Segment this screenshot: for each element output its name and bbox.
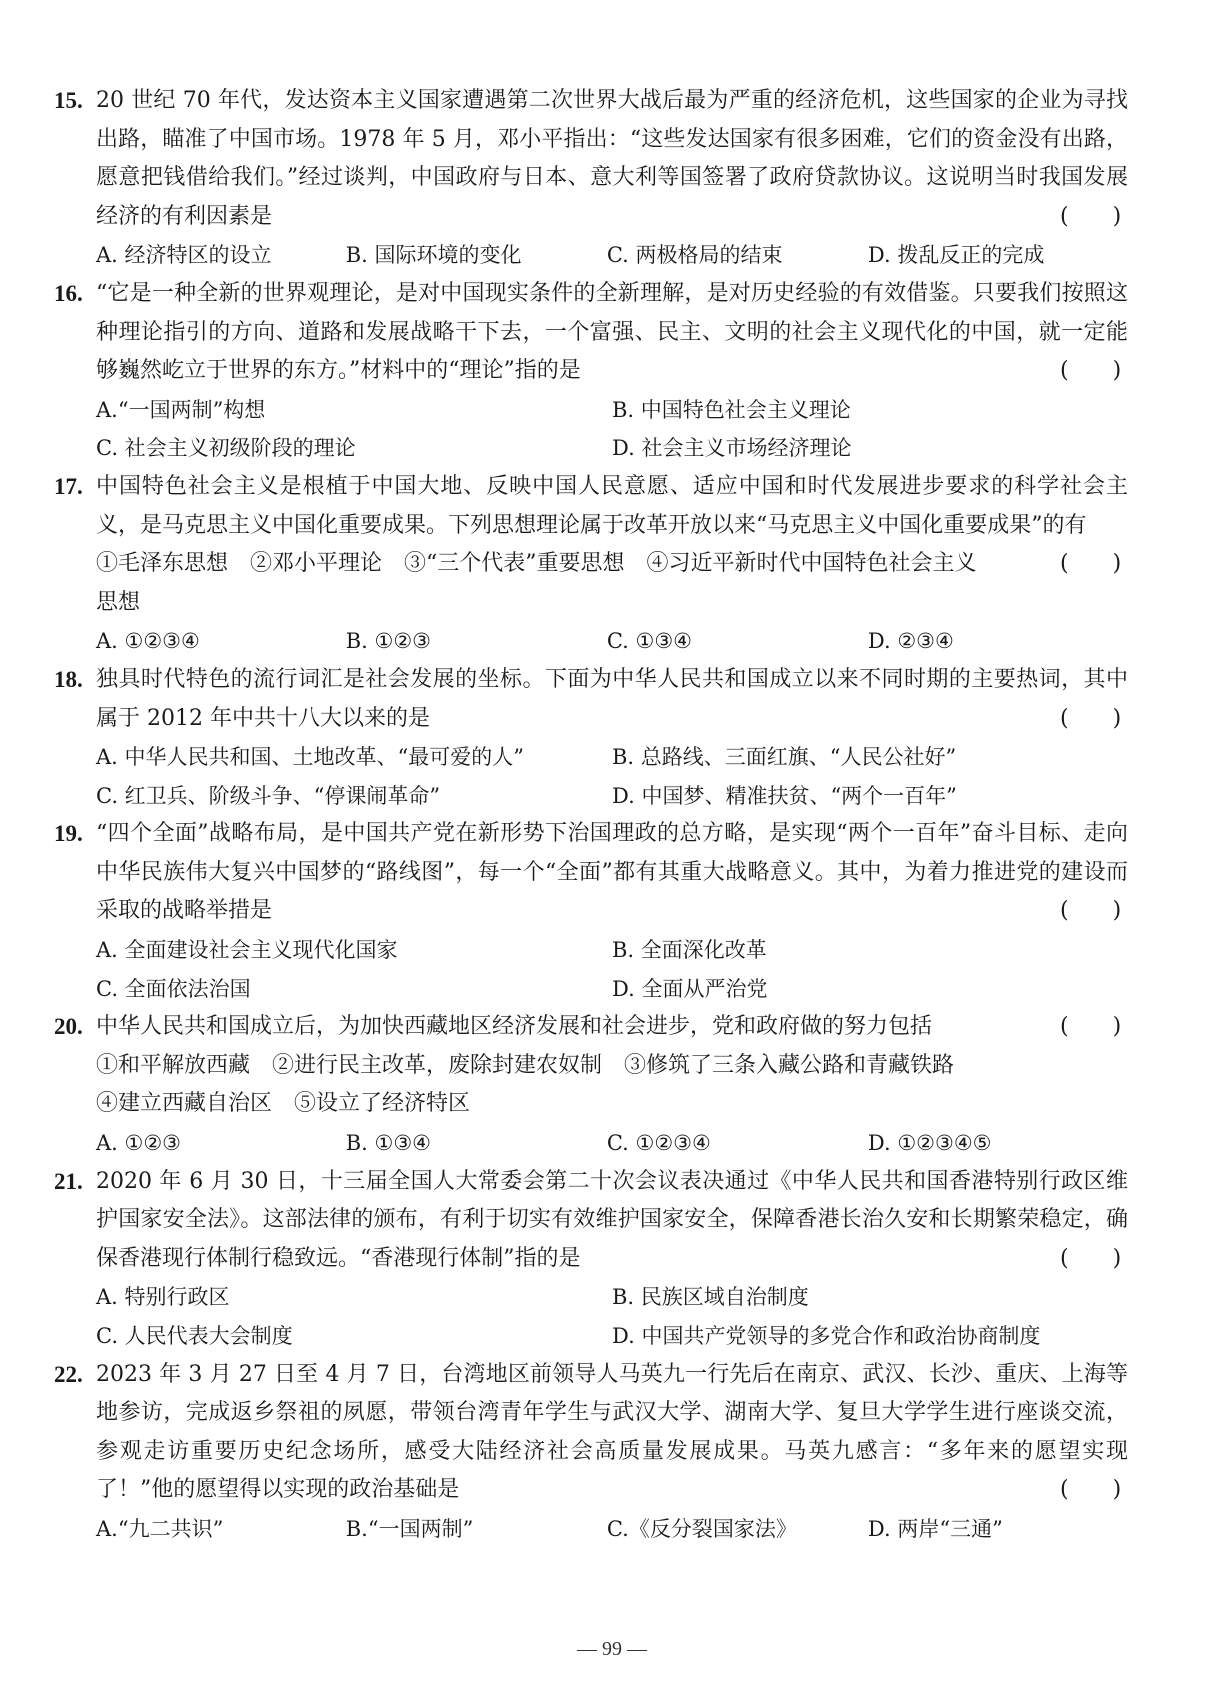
question-number: 21. [54,1168,83,1194]
answer-blank[interactable]: ( ) [1060,1014,1122,1040]
option-d[interactable]: D. 拨乱反正的完成 [867,243,1045,268]
option-b[interactable]: B. 总路线、三面红旗、“人民公社好” [612,745,957,770]
option-d[interactable]: D. 全面从严治党 [612,976,768,1001]
option-a[interactable]: A. 全面建设社会主义现代化国家 [96,938,398,963]
question-stem: “四个全面”战略布局，是中国共产党在新形势下治国理政的总方略，是实现“两个一百年”奋斗目标、走向中华民族伟大复兴中国梦的“路线图”，每一个“全面”都有其重大战略意义。其中，为着力推进党的建设而采取的战略举措是 ( ) [96,815,1128,931]
question-stem: 中华人民共和国成立后，为加快西藏地区经济发展和社会进步，党和政府做的努力包括 ( ) [96,1008,1128,1047]
question-stem: “它是一种全新的世界观理论，是对中国现实条件的全新理解，是对历史经验的有效借鉴。只要我们按照这种理论指引的方向、道路和发展战略干下去，一个富强、民主、文明的社会主义现代化的中国，就一定能够巍然屹立于世界的东方。”材料中的“理论”指的是 ( ) [96,275,1128,391]
option-a[interactable]: A. ①②③ [96,1131,181,1156]
options [96,777,1128,816]
option-a[interactable]: A. 经济特区的设立 [96,243,272,268]
option-b[interactable]: B. 民族区域自治制度 [612,1285,809,1310]
option-c[interactable]: C. ①③④ [606,629,692,654]
answer-blank[interactable]: ( ) [1060,898,1122,924]
option-b[interactable]: B. ①②③ [345,629,431,654]
answer-blank[interactable]: ( ) [1060,551,1122,577]
question-number: 15. [54,88,83,113]
question-number: 19. [54,821,83,847]
question-stem: 2020 年 6 月 30 日，十三届全国人大常委会第二十次会议表决通过《中华人民共和国香港特别行政区维护国家安全法》。这部法律的颁布，有利于切实有效维护国家安全，保障香港长治久安和长期繁荣稳定，确保香港现行体制行稳致远。“香港现行体制”指的是 ( ) [96,1163,1128,1279]
options [96,236,1128,275]
question-number: 17. [54,473,83,499]
option-d[interactable]: D. 两岸“三通” [867,1516,1003,1541]
option-c[interactable]: C.《反分裂国家法》 [606,1516,797,1541]
option-a[interactable]: A.“一国两制”构想 [96,397,266,422]
question-stem: 中国特色社会主义是根植于中国大地、反映中国人民意愿、适应中国和时代发展进步要求的科学社会主义，是马克思主义中国化重要成果。下列思想理论属于改革开放以来“马克思主义中国化重要成果”的有 ( ) [96,468,1128,545]
answer-blank[interactable]: ( ) [1060,358,1122,384]
option-d[interactable]: D. 社会主义市场经济理论 [612,436,852,461]
question-16 [54,275,1128,468]
question-number: 20. [54,1014,83,1040]
option-a[interactable]: A. 特别行政区 [96,1285,230,1310]
option-b[interactable]: B. 中国特色社会主义理论 [612,397,851,422]
question-15 [54,82,1128,275]
options [96,1317,1128,1356]
question-stem: 2023 年 3 月 27 日至 4 月 7 日，台湾地区前领导人马英九一行先后在南京、武汉、长沙、重庆、上海等地参访，完成返乡祭祖的夙愿，带领台湾青年学生与武汉大学、湖南大学、复旦大学学生进行座谈交流，参观走访重要历史纪念场所，感受大陆经济社会高质量发展成果。马英九感言：“多年来的愿望实现了！”他的愿望得以实现的政治基础是 ( ) [96,1356,1128,1510]
question-22 [54,1356,1128,1549]
option-c[interactable]: C. 红卫兵、阶级斗争、“停课闹革命” [96,783,441,808]
options [96,970,1128,1009]
statement-line: ④建立西藏自治区 ⑤设立了经济特区 [96,1091,471,1117]
option-d[interactable]: D. ①②③④⑤ [867,1131,992,1156]
statement-list [96,1047,1128,1124]
page-number: — 99 — [577,1638,647,1660]
options [96,391,1128,430]
option-d[interactable]: D. 中国梦、精准扶贫、“两个一百年” [612,783,957,808]
option-a[interactable]: A. 中华人民共和国、土地改革、“最可爱的人” [96,745,524,770]
question-18 [54,661,1128,815]
option-c[interactable]: C. 全面依法治国 [96,976,251,1001]
statement-line: 思想 [96,589,141,615]
option-c[interactable]: C. ①②③④ [606,1131,711,1156]
options [96,1124,1128,1163]
answer-blank[interactable]: ( ) [1060,1477,1122,1503]
options [96,738,1128,777]
option-d[interactable]: D. ②③④ [867,629,954,654]
answer-blank[interactable]: ( ) [1060,1245,1122,1271]
answer-blank[interactable]: ( ) [1060,705,1122,731]
option-b[interactable]: B. 国际环境的变化 [345,243,522,268]
question-stem: 独具时代特色的流行词汇是社会发展的坐标。下面为中华人民共和国成立以来不同时期的主要热词，其中属于 2012 年中共十八大以来的是 ( ) [96,661,1128,738]
question-stem: 20 世纪 70 年代，发达资本主义国家遭遇第二次世界大战后最为严重的经济危机，这些国家的企业为寻找出路，瞄准了中国市场。1978 年 5 月，邓小平指出：“这些发达国家有很多困难，它们的资金没有出路，愿意把钱借给我们。”经过谈判，中国政府与日本、意大利等国签署了政府贷款协议。这说明当时我国发展经济的有利因素是 ( ) [96,82,1128,236]
option-a[interactable]: A.“九二共识” [96,1516,224,1541]
statement-list [96,545,1128,622]
option-d[interactable]: D. 中国共产党领导的多党合作和政治协商制度 [612,1324,1041,1348]
question-20 [54,1008,1128,1162]
answer-blank[interactable]: ( ) [1060,203,1122,229]
options [96,429,1128,468]
question-number: 16. [54,280,83,306]
options [96,931,1128,970]
option-b[interactable]: B. ①③④ [345,1131,431,1156]
options [96,1510,1128,1549]
option-c[interactable]: C. 社会主义初级阶段的理论 [96,436,356,461]
statement-line: ①毛泽东思想 ②邓小平理论 ③“三个代表”重要思想 ④习近平新时代中国特色社会主义 [96,551,977,577]
option-c[interactable]: C. 两极格局的结束 [606,243,783,268]
option-b[interactable]: B. 全面深化改革 [612,938,767,963]
question-17 [54,468,1128,661]
question-list [54,82,1128,1549]
option-a[interactable]: A. ①②③④ [96,629,200,654]
question-number: 22. [54,1361,83,1387]
question-19 [54,815,1128,1008]
statement-line: ①和平解放西藏 ②进行民主改革，废除封建农奴制 ③修筑了三条入藏公路和青藏铁路 [96,1052,955,1078]
question-21 [54,1163,1128,1356]
options [96,1278,1128,1317]
option-c[interactable]: C. 人民代表大会制度 [96,1324,293,1348]
options [96,622,1128,661]
option-b[interactable]: B.“一国两制” [345,1516,474,1541]
question-number: 18. [54,666,83,692]
